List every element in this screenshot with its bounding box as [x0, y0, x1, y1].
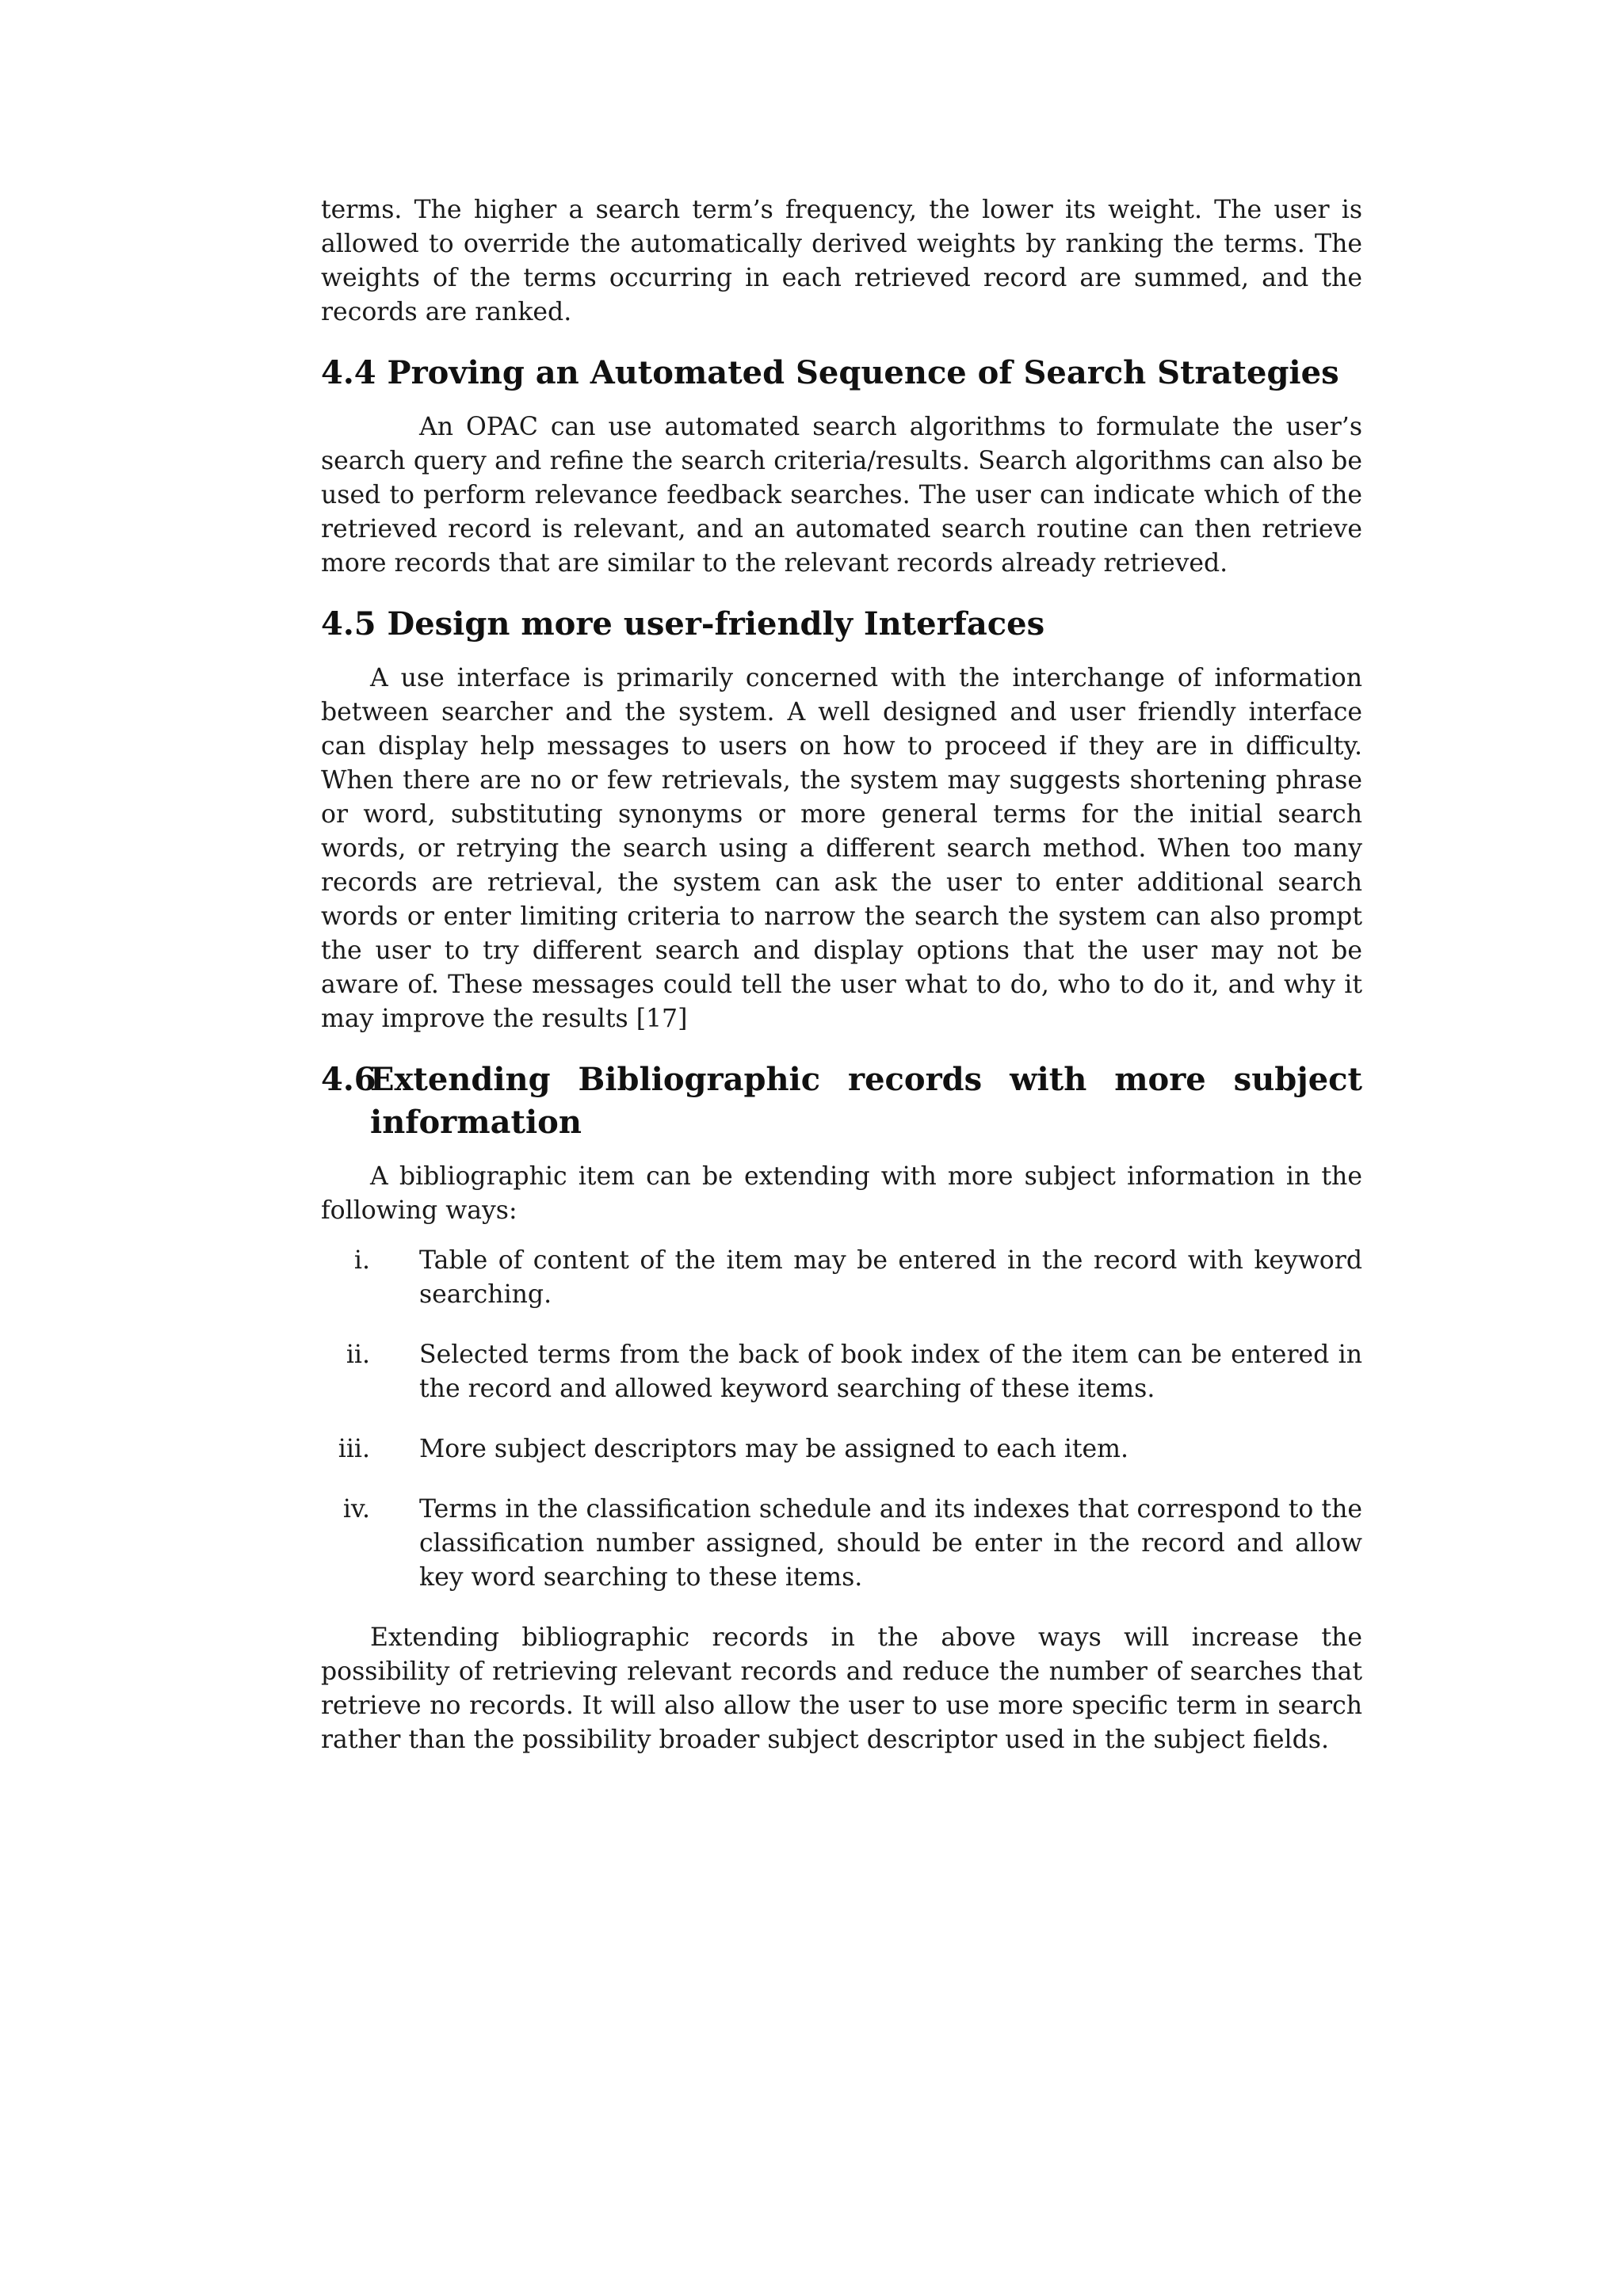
subject-information-list — [321, 1244, 1362, 1595]
list-item-number: ii. — [346, 1341, 370, 1369]
section-4-6-paragraph: A bibliographic item can be extending with more subject information in the following ways: — [321, 1162, 1362, 1225]
section-heading-line-2: information — [370, 1104, 582, 1141]
section-heading-4-5: 4.5 Design more user-friendly Interfaces — [321, 605, 1045, 643]
list-item-number: iv. — [342, 1495, 370, 1524]
section-4-4-paragraph: An OPAC can use automated search algorithms to formulate the user’s search query and refine the search criteria/results. Search algorithms can also be used to perform relevance feedback searches. The user can indicate which of the retrieved record is relevant, and an automated search routine can then retrieve more records that are similar to the relevant records already retrieved. — [321, 413, 1362, 578]
closing-paragraph: Extending bibliographic records in the above ways will increase the possibility of retrieving relevant records and reduce the number of searches that retrieve no records. It will also allow the user to use more specific term in search rather than the possibility broader subject descriptor used in the subject fields. — [321, 1623, 1362, 1754]
section-heading-line-1: Extending Bibliographic records with more subject — [370, 1061, 1362, 1098]
list-item-text: More subject descriptors may be assigned to each item. — [419, 1435, 1129, 1463]
list-item-number: iii. — [338, 1435, 370, 1463]
list-item-number: i. — [353, 1246, 370, 1275]
document-page — [321, 193, 1362, 1757]
list-item-text: Selected terms from the back of book index of the item can be entered in the record and allowed keyword searching of these items. — [419, 1341, 1362, 1403]
list-item-text: Table of content of the item may be entered in the record with keyword searching. — [419, 1246, 1362, 1309]
list-item-text: Terms in the classification schedule and its indexes that correspond to the classification number assigned, should be enter in the record and allow key word searching to these items. — [419, 1495, 1362, 1592]
section-heading-4-6 — [321, 1058, 1362, 1144]
list-item — [321, 1338, 1362, 1406]
section-heading-text — [370, 1058, 1362, 1144]
list-item — [321, 1244, 1362, 1312]
list-item — [321, 1432, 1362, 1466]
section-heading-4-4: 4.4 Proving an Automated Sequence of Search Strategies — [321, 354, 1339, 391]
section-4-5-paragraph: A use interface is primarily concerned with the interchange of information between searcher and the system. A well designed and user friendly interface can display help messages to users on how to proceed if they are in difficulty. When there are no or few retrievals, the system may suggests shortening phrase or word, substituting synonyms or more general terms for the initial search words, or retrying the search using a different search method. When too many records are retrieval, the system can ask the user to enter additional search words or enter limiting criteria to narrow the search the system can also prompt the user to try different search and display options that the user may not be aware of. These messages could tell the user what to do, who to do it, and why it may improve the results [17] — [321, 664, 1362, 1033]
intro-paragraph: terms. The higher a search term’s frequency, the lower its weight. The user is allowed to override the automatically derived weights by ranking the terms. The weights of the terms occurring in each retrieved record are summed, and the records are ranked. — [321, 196, 1362, 326]
list-item — [321, 1493, 1362, 1595]
section-heading-number: 4.6 — [321, 1061, 376, 1098]
